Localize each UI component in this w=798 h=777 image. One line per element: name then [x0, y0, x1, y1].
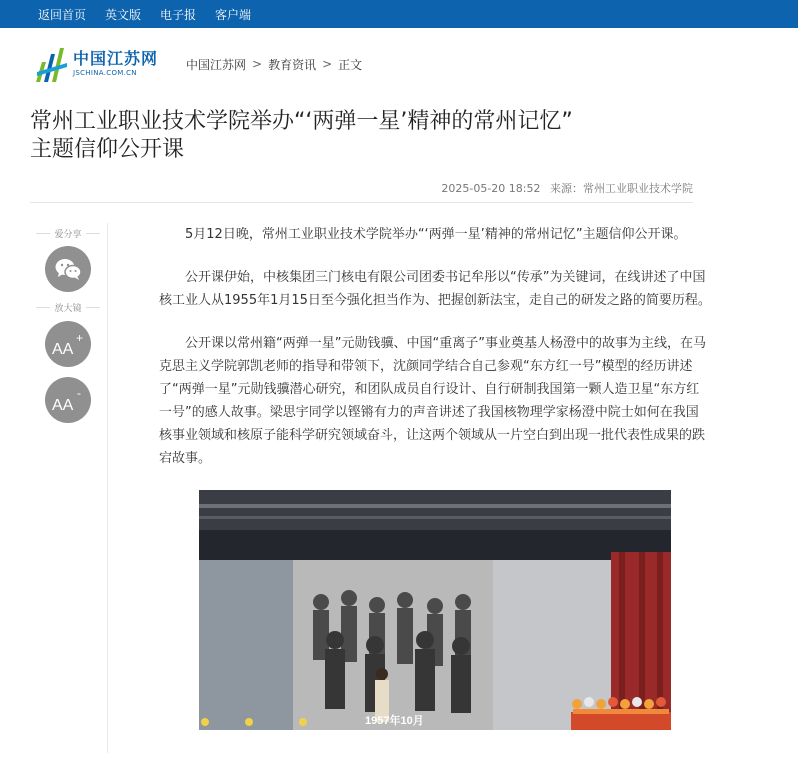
share-sidebar: [29, 223, 108, 753]
site-header: [0, 28, 798, 100]
zoom-out-button[interactable]: [45, 377, 91, 423]
breadcrumb-education[interactable]: 教育资讯: [268, 57, 317, 72]
share-label: 爱分享: [29, 227, 107, 240]
logo-cn-text: 中国江苏网: [73, 49, 159, 68]
logo-en-text: JSCHINA.COM.CN: [73, 69, 137, 77]
article-paragraph: 公开课伊始，中核集团三门核电有限公司团委书记牟彤以“传承”为关键词，在线讲述了中国核工业人从1955年1月15日至今强化担当作为、把握创新法宝，走自己的研发之路的简要历程。: [159, 270, 711, 308]
article-paragraph: 公开课以常州籍“两弹一星”元勋钱骥、中国“重离子”事业奠基人杨澄中的故事为主线，在马克思主义学院郭凯老师的指导和带领下，沈颜同学结合自己参观“东方红一号”模型的经历讲述了“两弹一星”元勋钱骥潜心研究，和团队成员自行设计、自行研制我国第一颗人造卫星“东方红一号”的感人故事。梁思宇同学以铿锵有力的声音讲述了我国核物理学家杨澄中院士如何在我国核事业领域和核原子能科学研究领域奋斗，让这两个领域从一片空白到出现一批代表性成果的跌宕故事。: [159, 336, 706, 466]
nav-client-link[interactable]: 客户端: [215, 7, 252, 22]
wechat-icon: [54, 257, 82, 281]
site-logo[interactable]: [33, 44, 186, 84]
nav-epaper-link[interactable]: 电子报: [160, 7, 197, 22]
font-increase-icon: [51, 331, 85, 357]
breadcrumb: [186, 56, 362, 73]
svg-text:AA: AA: [52, 341, 74, 357]
title-line-2: 主题信仰公开课: [30, 137, 185, 162]
breadcrumb-separator: >: [252, 57, 263, 71]
zoom-label: 放大镜: [29, 301, 107, 314]
font-decrease-icon: [51, 387, 85, 413]
breadcrumb-home[interactable]: 中国江苏网: [186, 57, 247, 72]
article-source: 来源：常州工业职业技术学院: [550, 182, 693, 195]
article-title: [30, 108, 730, 164]
wechat-share-button[interactable]: [45, 246, 91, 292]
nav-english-link[interactable]: 英文版: [105, 7, 142, 22]
zoom-in-button[interactable]: [45, 321, 91, 367]
logo-mark-icon: [33, 44, 69, 84]
top-nav-bar: [0, 0, 798, 28]
article-paragraph: 5月12日晚，常州工业职业技术学院举办“‘两弹一星’精神的常州记忆”主题信仰公开课。: [185, 227, 687, 242]
article-meta: [30, 180, 693, 203]
photo-caption-text: 1957年10月: [365, 715, 424, 727]
nav-home-link[interactable]: 返回首页: [38, 7, 87, 22]
lecture-stage-photo: [199, 490, 671, 730]
svg-text:+: +: [76, 331, 84, 345]
svg-text:-: -: [77, 387, 81, 400]
svg-text:AA: AA: [52, 397, 74, 413]
article-photo: [199, 490, 671, 730]
article-date: 2025-05-20 18:52: [441, 182, 541, 195]
breadcrumb-current: 正文: [338, 57, 363, 72]
title-line-1: 常州工业职业技术学院举办“‘两弹一星’精神的常州记忆”: [30, 109, 573, 134]
breadcrumb-separator: >: [322, 57, 333, 71]
article-body: [159, 223, 711, 753]
